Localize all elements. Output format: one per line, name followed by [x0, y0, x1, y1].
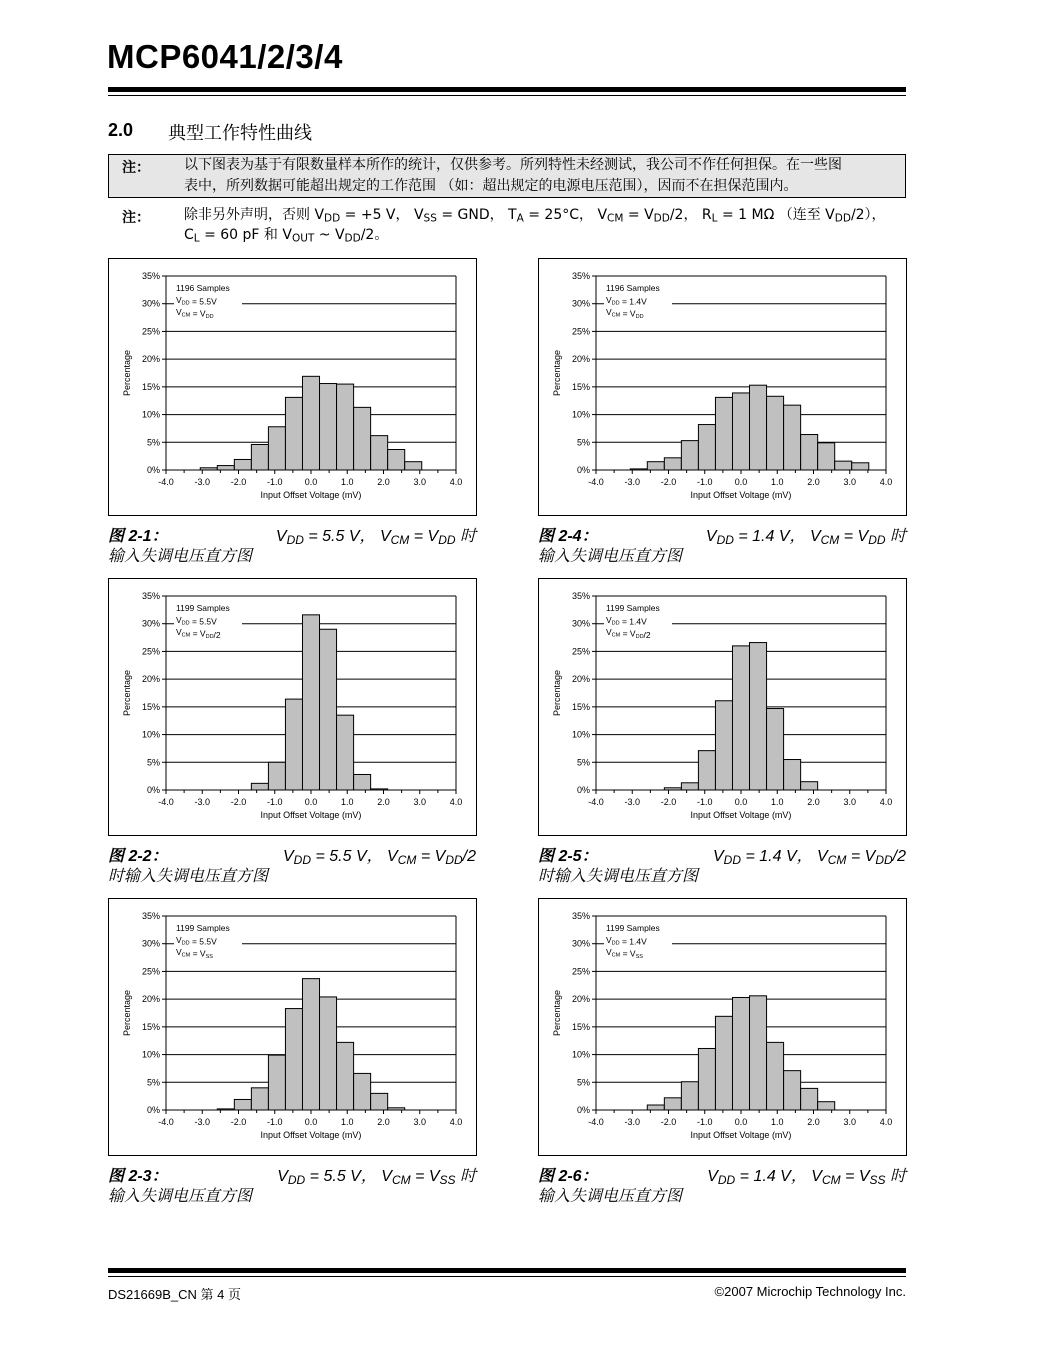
y-tick-label: 20% [571, 674, 590, 685]
histogram-bar [268, 762, 285, 790]
x-tick-label: -4.0 [158, 477, 174, 487]
histogram-bar [767, 709, 784, 790]
histogram-bar [234, 1099, 251, 1110]
histogram-bar [647, 462, 664, 470]
x-tick-label: -3.0 [194, 477, 211, 487]
header-rule-thin [108, 95, 906, 96]
histogram-chart-2-5 [538, 578, 907, 836]
figure-label: 图 2-4： [538, 528, 598, 545]
y-tick-label: 25% [141, 646, 160, 657]
x-tick-label: -1.0 [266, 477, 283, 487]
y-tick-label: 10% [141, 1049, 160, 1060]
figure-caption-conditions: $V_{DD} = 5.5$ V， $V_{CM} = V_{DD}/2$ [283, 848, 476, 867]
y-tick-label: 30% [141, 298, 160, 309]
conditions-line-1: 除非另外声明，否则 $V_{DD} = +5$ V， $V_{SS}$ = GND， $T_A = 25^\circ C$， $V_{CM} = V_{DD}/2$， $R_L = 1$ MΩ （连至 $V_{DD}/2$）， [184, 207, 886, 225]
x-tick-label: -3.0 [624, 797, 641, 807]
histogram-bar [217, 466, 234, 470]
histogram-bar [268, 427, 285, 470]
document-id: DS21669B_CN 第 4 页 [108, 1287, 241, 1302]
legend-line: VDD = 1.4V [606, 295, 647, 307]
figure-caption-title: 输入失调电压直方图 [538, 548, 683, 565]
document-title: MCP6041/2/3/4 [107, 38, 343, 75]
chart-svg [109, 259, 476, 515]
y-tick-label: 15% [571, 1021, 590, 1032]
section-number: 2.0 [108, 120, 134, 140]
histogram-bar [268, 1055, 285, 1110]
y-tick-label: 0% [576, 1105, 590, 1115]
y-tick-label: 10% [571, 409, 590, 420]
y-tick-label: 15% [141, 1021, 160, 1032]
legend-line: 1199 Samples [176, 923, 230, 933]
figure-label: 图 2-5： [538, 848, 598, 865]
x-tick-label: 1.0 [770, 1117, 784, 1127]
x-tick-label: 2.0 [377, 797, 390, 807]
legend-line: 1196 Samples [606, 283, 660, 293]
x-tick-label: 1.0 [340, 477, 354, 487]
y-tick-label: 10% [571, 1049, 590, 1060]
histogram-bar [664, 458, 681, 470]
y-tick-label: 10% [141, 409, 160, 420]
legend-line: VDD = 5.5V [176, 615, 217, 627]
x-tick-label: -1.0 [266, 1117, 283, 1127]
x-tick-label: 4.0 [449, 477, 463, 487]
histogram-bar [784, 405, 801, 470]
y-tick-label: 25% [141, 326, 160, 337]
x-tick-label: -2.0 [230, 1117, 247, 1127]
x-tick-label: -2.0 [660, 797, 677, 807]
figure-caption-conditions: $V_{DD} = 1.4$ V， $V_{CM} = V_{SS}$ 时 [707, 1168, 906, 1187]
y-tick-label: 30% [141, 618, 160, 629]
x-tick-label: -2.0 [230, 797, 247, 807]
figure-label: 图 2-2： [108, 848, 168, 865]
x-tick-label: 4.0 [449, 797, 463, 807]
x-tick-label: -4.0 [588, 477, 604, 487]
conditions-line-2: $C_L = 60$ pF 和 $V_{OUT}$ ~ $V_{DD}/2$。 [184, 227, 389, 245]
x-tick-label: -2.0 [660, 1117, 677, 1127]
histogram-bar [732, 997, 749, 1110]
histogram-chart-2-3 [108, 898, 477, 1156]
y-tick-label: 25% [141, 966, 160, 977]
x-tick-label: -4.0 [158, 797, 174, 807]
x-tick-label: 4.0 [449, 1117, 463, 1127]
legend-line: 1199 Samples [176, 603, 230, 613]
x-axis-label: Input Offset Voltage (mV) [690, 1130, 792, 1140]
y-tick-label: 35% [571, 591, 590, 601]
figure-caption-conditions: $V_{DD} = 1.4$ V， $V_{CM} = V_{DD}/2$ [713, 848, 906, 867]
histogram-bar [405, 462, 422, 470]
legend-line: VDD = 5.5V [176, 935, 217, 947]
histogram-chart-2-2 [108, 578, 477, 836]
histogram-bar [320, 997, 337, 1110]
y-tick-label: 35% [571, 271, 590, 281]
x-tick-label: 2.0 [377, 1117, 390, 1127]
chart-svg [109, 899, 476, 1155]
y-tick-label: 20% [571, 994, 590, 1005]
histogram-chart-2-4 [538, 258, 907, 516]
histogram-bar [681, 441, 698, 470]
x-tick-label: 0.0 [304, 797, 318, 807]
legend-line: 1199 Samples [606, 923, 660, 933]
histogram-bar [852, 463, 869, 470]
figure-caption-conditions: $V_{DD} = 1.4$ V， $V_{CM} = V_{DD}$ 时 [705, 528, 906, 547]
x-tick-label: 4.0 [879, 477, 893, 487]
x-tick-label: 0.0 [304, 477, 318, 487]
histogram-bar [801, 782, 818, 790]
histogram-bar [750, 643, 767, 790]
copyright: ©2007 Microchip Technology Inc. [714, 1284, 906, 1299]
y-tick-label: 5% [146, 437, 160, 448]
histogram-chart-2-1 [108, 258, 477, 516]
legend-line: VDD = 1.4V [606, 935, 647, 947]
histogram-bar [647, 1105, 664, 1110]
x-axis-label: Input Offset Voltage (mV) [690, 810, 792, 820]
chart-svg [539, 579, 906, 835]
histogram-bar [801, 435, 818, 470]
chart-svg [539, 899, 906, 1155]
histogram-bar [835, 461, 852, 470]
y-tick-label: 20% [141, 994, 160, 1005]
y-tick-label: 5% [576, 1077, 590, 1088]
y-axis-label: Percentage [122, 669, 132, 717]
y-tick-label: 25% [571, 646, 590, 657]
y-tick-label: 15% [141, 381, 160, 392]
x-tick-label: -3.0 [624, 1117, 641, 1127]
y-tick-label: 20% [141, 674, 160, 685]
y-tick-label: 30% [141, 938, 160, 949]
histogram-bar [767, 1042, 784, 1110]
footer-rule [108, 1268, 906, 1273]
x-tick-label: -1.0 [696, 477, 713, 487]
histogram-bar [320, 629, 337, 790]
y-axis-label: Percentage [552, 989, 562, 1037]
histogram-bar [251, 1088, 268, 1110]
histogram-bar [818, 443, 835, 470]
x-axis-label: Input Offset Voltage (mV) [690, 490, 792, 500]
y-tick-label: 5% [576, 437, 590, 448]
histogram-bar [715, 1016, 732, 1110]
figure-caption-conditions: $V_{DD} = 5.5$ V， $V_{CM} = V_{SS}$ 时 [277, 1168, 476, 1187]
x-tick-label: 0.0 [734, 477, 748, 487]
histogram-bar [681, 1082, 698, 1110]
y-tick-label: 5% [576, 757, 590, 768]
y-tick-label: 15% [141, 701, 160, 712]
y-tick-label: 25% [571, 966, 590, 977]
x-tick-label: 1.0 [340, 1117, 354, 1127]
x-axis-label: Input Offset Voltage (mV) [260, 810, 362, 820]
y-tick-label: 0% [576, 465, 590, 475]
x-tick-label: 0.0 [734, 797, 748, 807]
x-tick-label: 3.0 [843, 1117, 857, 1127]
figure-caption-title: 输入失调电压直方图 [108, 1188, 253, 1205]
legend-line: VCM = VDD/2 [606, 627, 651, 640]
legend-line: VDD = 5.5V [176, 295, 217, 307]
histogram-bar [732, 646, 749, 790]
histogram-bar [715, 701, 732, 790]
histogram-bar [371, 436, 388, 470]
x-tick-label: -3.0 [194, 797, 211, 807]
y-tick-label: 30% [571, 938, 590, 949]
x-tick-label: 1.0 [770, 477, 784, 487]
histogram-bar [320, 384, 337, 470]
figure-label: 图 2-6： [538, 1168, 598, 1185]
y-tick-label: 35% [571, 911, 590, 921]
y-tick-label: 5% [146, 1077, 160, 1088]
histogram-bar [234, 459, 251, 470]
legend-line: 1199 Samples [606, 603, 660, 613]
figure-caption-title: 时输入失调电压直方图 [108, 868, 269, 885]
chart-svg [109, 579, 476, 835]
section-title: 典型工作特性曲线 [168, 123, 312, 143]
figure-caption-title: 输入失调电压直方图 [538, 1188, 683, 1205]
figure-caption-conditions: $V_{DD} = 5.5$ V， $V_{CM} = V_{DD}$ 时 [275, 528, 476, 547]
histogram-bar [750, 385, 767, 470]
y-axis-label: Percentage [552, 349, 562, 397]
y-axis-label: Percentage [552, 669, 562, 717]
chart-svg [539, 259, 906, 515]
histogram-bar [251, 783, 268, 790]
legend-line: VCM = VDD/2 [176, 627, 221, 640]
x-tick-label: -4.0 [588, 797, 604, 807]
x-tick-label: 2.0 [377, 477, 390, 487]
figure-caption-title: 时输入失调电压直方图 [538, 868, 699, 885]
y-tick-label: 35% [141, 911, 160, 921]
y-tick-label: 30% [571, 618, 590, 629]
histogram-bar [698, 425, 715, 470]
histogram-bar [664, 1098, 681, 1110]
histogram-bar [698, 751, 715, 790]
x-tick-label: 4.0 [879, 1117, 893, 1127]
histogram-bar [337, 715, 354, 790]
header-rule [108, 87, 906, 92]
x-tick-label: -3.0 [624, 477, 641, 487]
legend-line: 1196 Samples [176, 283, 230, 293]
histogram-bar [302, 615, 319, 790]
histogram-bar [784, 760, 801, 790]
x-tick-label: 1.0 [340, 797, 354, 807]
legend-line: VCM = VDD [176, 307, 214, 320]
x-axis-label: Input Offset Voltage (mV) [260, 1130, 362, 1140]
histogram-bar [750, 996, 767, 1110]
x-tick-label: 3.0 [413, 1117, 427, 1127]
y-tick-label: 0% [146, 465, 160, 475]
histogram-bar [698, 1048, 715, 1110]
y-tick-label: 0% [146, 785, 160, 795]
note-line: 表中，所列数据可能超出规定的工作范围 （如：超出规定的电源电压范围），因而不在担保范围内。 [184, 178, 798, 194]
histogram-bar [681, 783, 698, 790]
disclaimer-note [108, 154, 906, 198]
x-tick-label: 1.0 [770, 797, 784, 807]
histogram-bar [354, 407, 371, 470]
y-tick-label: 25% [571, 326, 590, 337]
histogram-bar [337, 1042, 354, 1110]
y-tick-label: 15% [571, 381, 590, 392]
histogram-bar [354, 774, 371, 790]
x-tick-label: -1.0 [696, 797, 713, 807]
y-tick-label: 10% [571, 729, 590, 740]
footer-rule-thin [108, 1276, 906, 1277]
histogram-bar [337, 384, 354, 470]
y-tick-label: 5% [146, 757, 160, 768]
y-axis-label: Percentage [122, 989, 132, 1037]
x-tick-label: 4.0 [879, 797, 893, 807]
histogram-bar [767, 396, 784, 470]
x-tick-label: 0.0 [734, 1117, 748, 1127]
histogram-bar [732, 393, 749, 470]
y-tick-label: 20% [141, 354, 160, 365]
x-tick-label: -2.0 [230, 477, 247, 487]
y-axis-label: Percentage [122, 349, 132, 397]
x-tick-label: 3.0 [843, 797, 857, 807]
y-tick-label: 30% [571, 298, 590, 309]
x-tick-label: 2.0 [807, 797, 820, 807]
figure-label: 图 2-1： [108, 528, 168, 545]
x-tick-label: 3.0 [413, 797, 427, 807]
y-tick-label: 0% [146, 1105, 160, 1115]
x-tick-label: -2.0 [660, 477, 677, 487]
x-tick-label: 0.0 [304, 1117, 318, 1127]
y-tick-label: 35% [141, 591, 160, 601]
x-tick-label: 3.0 [413, 477, 427, 487]
histogram-bar [302, 979, 319, 1110]
y-tick-label: 10% [141, 729, 160, 740]
histogram-bar [784, 1071, 801, 1110]
y-tick-label: 20% [571, 354, 590, 365]
histogram-bar [818, 1102, 835, 1110]
y-tick-label: 35% [141, 271, 160, 281]
histogram-bar [285, 397, 302, 470]
x-tick-label: 3.0 [843, 477, 857, 487]
figure-label: 图 2-3： [108, 1168, 168, 1185]
histogram-bar [371, 1093, 388, 1110]
histogram-bar [302, 376, 319, 470]
x-tick-label: -4.0 [158, 1117, 174, 1127]
x-tick-label: 2.0 [807, 1117, 820, 1127]
x-tick-label: -1.0 [696, 1117, 713, 1127]
x-tick-label: -4.0 [588, 1117, 604, 1127]
conditions-note-label: 注： [122, 209, 150, 225]
histogram-bar [354, 1073, 371, 1110]
legend-line: VCM = VDD [606, 307, 644, 320]
x-axis-label: Input Offset Voltage (mV) [260, 490, 362, 500]
histogram-bar [285, 699, 302, 790]
legend-line: VDD = 1.4V [606, 615, 647, 627]
x-tick-label: -1.0 [266, 797, 283, 807]
note-label: 注： [122, 159, 150, 175]
histogram-chart-2-6 [538, 898, 907, 1156]
legend-line: VCM = VSS [606, 947, 643, 960]
legend-line: VCM = VSS [176, 947, 213, 960]
y-tick-label: 15% [571, 701, 590, 712]
histogram-bar [715, 397, 732, 470]
x-tick-label: 2.0 [807, 477, 820, 487]
x-tick-label: -3.0 [194, 1117, 211, 1127]
y-tick-label: 0% [576, 785, 590, 795]
figure-caption-title: 输入失调电压直方图 [108, 548, 253, 565]
histogram-bar [285, 1009, 302, 1110]
histogram-bar [251, 445, 268, 470]
note-line: 以下图表为基于有限数量样本所作的统计，仅供参考。所列特性未经测试，我公司不作任何担保。在一些图 [184, 157, 842, 173]
histogram-bar [388, 449, 405, 470]
histogram-bar [801, 1088, 818, 1110]
